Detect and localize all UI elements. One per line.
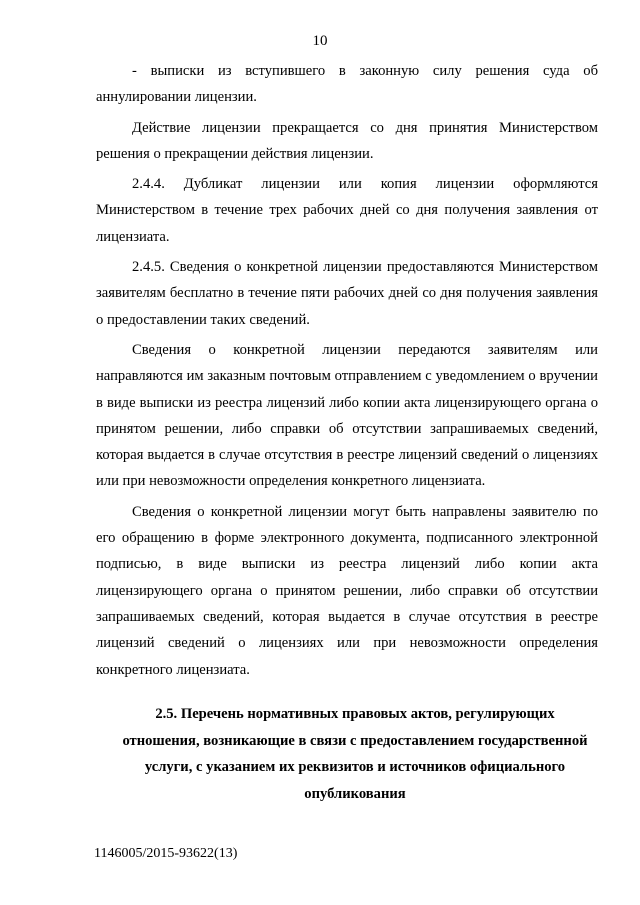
section-heading-2-5 [110,701,600,807]
heading-line: услуги, с указанием их реквизитов и источников официального [144,759,566,775]
document-body [96,58,598,687]
paragraph-info-delivery: Сведения о конкретной лицензии передаются заявителям или направляются им заказным почтовым отправлением с уведомлением о вручении в виде выписки из реестра лицензий либо копии акта лицензирующего органа о принятом решении, либо справки об отсутствии запрашиваемых сведений, которая выдается в случае отсутствия в реестре лицензий сведений о лицензиях или при невозможности определения конкретного лицензиата. [96,341,598,490]
paragraph-2-4-5: 2.4.5. Сведения о конкретной лицензии предоставляются Министерством заявителям бесплатно в течение пяти рабочих дней со дня получения заявления о предоставлении таких сведений. [96,259,598,328]
paragraph-extract-bullet: - выписки из вступившего в законную силу решения суда об аннулировании лицензии. [96,63,598,106]
heading-line: отношения, возникающие в связи с предоставлением государственной [122,732,588,749]
page-number: 10 [312,33,328,49]
heading-line: опубликования [304,785,406,802]
paragraph-2-4-4: 2.4.4. Дубликат лицензии или копия лицензии оформляются Министерством в течение трех рабочих дней со дня получения заявления от лицензиата. [96,176,598,245]
paragraph-license-termination: Действие лицензии прекращается со дня принятия Министерством решения о прекращении действия лицензии. [96,119,598,162]
document-code: 1146005/2015-93622(13) [94,846,238,861]
paragraph-electronic-info: Сведения о конкретной лицензии могут быть направлены заявителю по его обращению в форме электронного документа, подписанного электронной подписью, в виде выписки из реестра лицензий либо копии акта лицензирующего органа о принятом решении, либо справки об отсутствии запрашиваемых сведений, которая выдается в случае отсутствия в реестре лицензий сведений о лицензиях или при невозможности определения конкретного лицензиата. [96,503,598,678]
heading-line: 2.5. Перечень нормативных правовых актов, регулирующих [155,706,555,722]
